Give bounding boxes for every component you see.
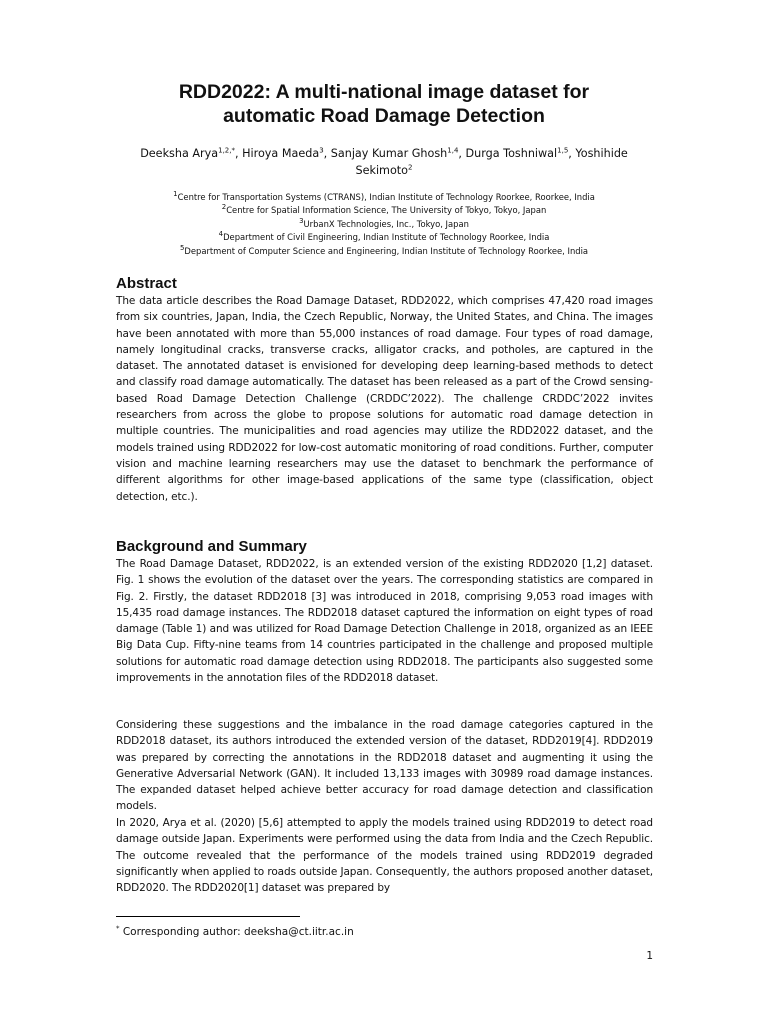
author-affiliation-marker: 2 [408, 163, 413, 172]
author-affiliation-marker: 1,2,* [218, 146, 235, 155]
affiliation-marker: 2 [221, 203, 227, 212]
author-name: Deeksha Arya [140, 147, 219, 160]
author-affiliation-marker: 3 [319, 146, 324, 155]
affiliation-marker: 5 [179, 243, 185, 252]
author-affiliation-marker: 1,4 [447, 146, 459, 155]
affiliation-text: UrbanX Technologies, Inc., Tokyo, Japan [303, 218, 469, 229]
page-number: 1 [646, 950, 653, 962]
affiliation [90, 231, 678, 244]
author-name: , Sanjay Kumar Ghosh [323, 147, 448, 160]
author-list [110, 145, 658, 179]
affiliation-list [90, 191, 678, 258]
affiliation-marker: 4 [218, 230, 224, 239]
footnote-marker: * [116, 924, 120, 933]
affiliation-text: Department of Computer Science and Engineering, Indian Institute of Technology Roorkee, India [184, 245, 589, 256]
abstract-paragraph: The data article describes the Road Damage Dataset, RDD2022, which comprises 47,420 road images from six countries, Japan, India, the Czech Republic, Norway, the United States, and China. The images have been annotated with more than 55,000 instances of road damage. Four types of road damage, namely longitudinal cracks, transverse cracks, alligator cracks, and potholes, are captured in the dataset. The annotated dataset is envisioned for developing deep learning-based methods to detect and classify road damage automatically. The dataset has been released as a part of the Crowd sensing-based Road Damage Detection Challenge (CRDDC’2022). The challenge CRDDC’2022 invites researchers from across the globe to propose solutions for automatic road damage detection in multiple countries. The municipalities and road agencies may utilize the RDD2022 dataset, and the models trained using RDD2022 for low-cost automatic monitoring of road conditions. Further, computer vision and machine learning researchers may use the dataset to benchmark the performance of different algorithms for other image-based applications of the same type (classification, object detection, etc.). [116, 295, 653, 503]
affiliation [90, 204, 678, 217]
affiliation [90, 191, 678, 204]
affiliation-text: Centre for Transportation Systems (CTRANS), Indian Institute of Technology Roorkee, Roorkee, India [177, 192, 595, 202]
footnote [116, 925, 354, 939]
affiliation [90, 245, 678, 258]
footnote-divider [116, 916, 300, 917]
author-name: , Durga Toshniwal [458, 147, 558, 160]
author-name: , Hiroya Maeda [234, 147, 320, 160]
affiliation-marker: 1 [173, 190, 178, 199]
background-heading: Background and Summary [116, 538, 307, 555]
background-paragraph-2: Considering these suggestions and the imbalance in the road damage categories captured in the RDD2018 dataset, its authors introduced the extended version of the dataset, RDD2019[4]. RDD2019 was prepared by correcting the annotations in the RDD2018 dataset and augmenting it using the Generative Adversarial Network (GAN). It included 13,133 images with 30989 road damage instances. The expanded dataset helped achieve better accuracy for road damage detection and classification models. [116, 719, 653, 813]
author-name: , Yoshihide Sekimoto [355, 147, 628, 177]
background-paragraph-3: In 2020, Arya et al. (2020) [5,6] attempted to apply the models trained using RDD2019 to detect road damage outside Japan. Experiments were performed using the data from India and the Czech Republic. The outcome revealed that the performance of the models trained using RDD2019 degraded significantly when applied to roads outside Japan. Consequently, the authors proposed another dataset, RDD2020. The RDD2020[1] dataset was prepared by [116, 817, 653, 895]
title-line-1: RDD2022: A multi-national image dataset for [178, 81, 590, 103]
author-affiliation-marker: 1,5 [557, 146, 569, 155]
affiliation-marker: 3 [299, 217, 304, 226]
affiliation-text: Centre for Spatial Information Science, The University of Tokyo, Tokyo, Japan [226, 205, 547, 216]
title-line-2: automatic Road Damage Detection [223, 105, 545, 127]
paper-title [0, 80, 768, 128]
background-paragraph-1: The Road Damage Dataset, RDD2022, is an extended version of the existing RDD2020 [1,2] dataset. Fig. 1 shows the evolution of the dataset over the years. The corresponding statistics are compared in Fig. 2. Firstly, the dataset RDD2018 [3] was introduced in 2018, comprising 9,053 road images with 15,435 road damage instances. The RDD2018 dataset captured the information on eight types of road damage (Table 1) and was utilized for Road Damage Detection Challenge in 2018, organized as an IEEE Big Data Cup. Fifty-nine teams from 14 countries participated in the challenge and proposed multiple solutions for automatic road damage detection using RDD2018. The participants also suggested some improvements in the annotation files of the RDD2018 dataset. [116, 558, 653, 685]
affiliation-text: Department of Civil Engineering, Indian Institute of Technology Roorkee, India [223, 232, 550, 243]
affiliation [90, 218, 678, 231]
abstract-heading: Abstract [116, 275, 177, 292]
footnote-text: Corresponding author: deeksha@ct.iitr.ac.in [119, 926, 354, 938]
